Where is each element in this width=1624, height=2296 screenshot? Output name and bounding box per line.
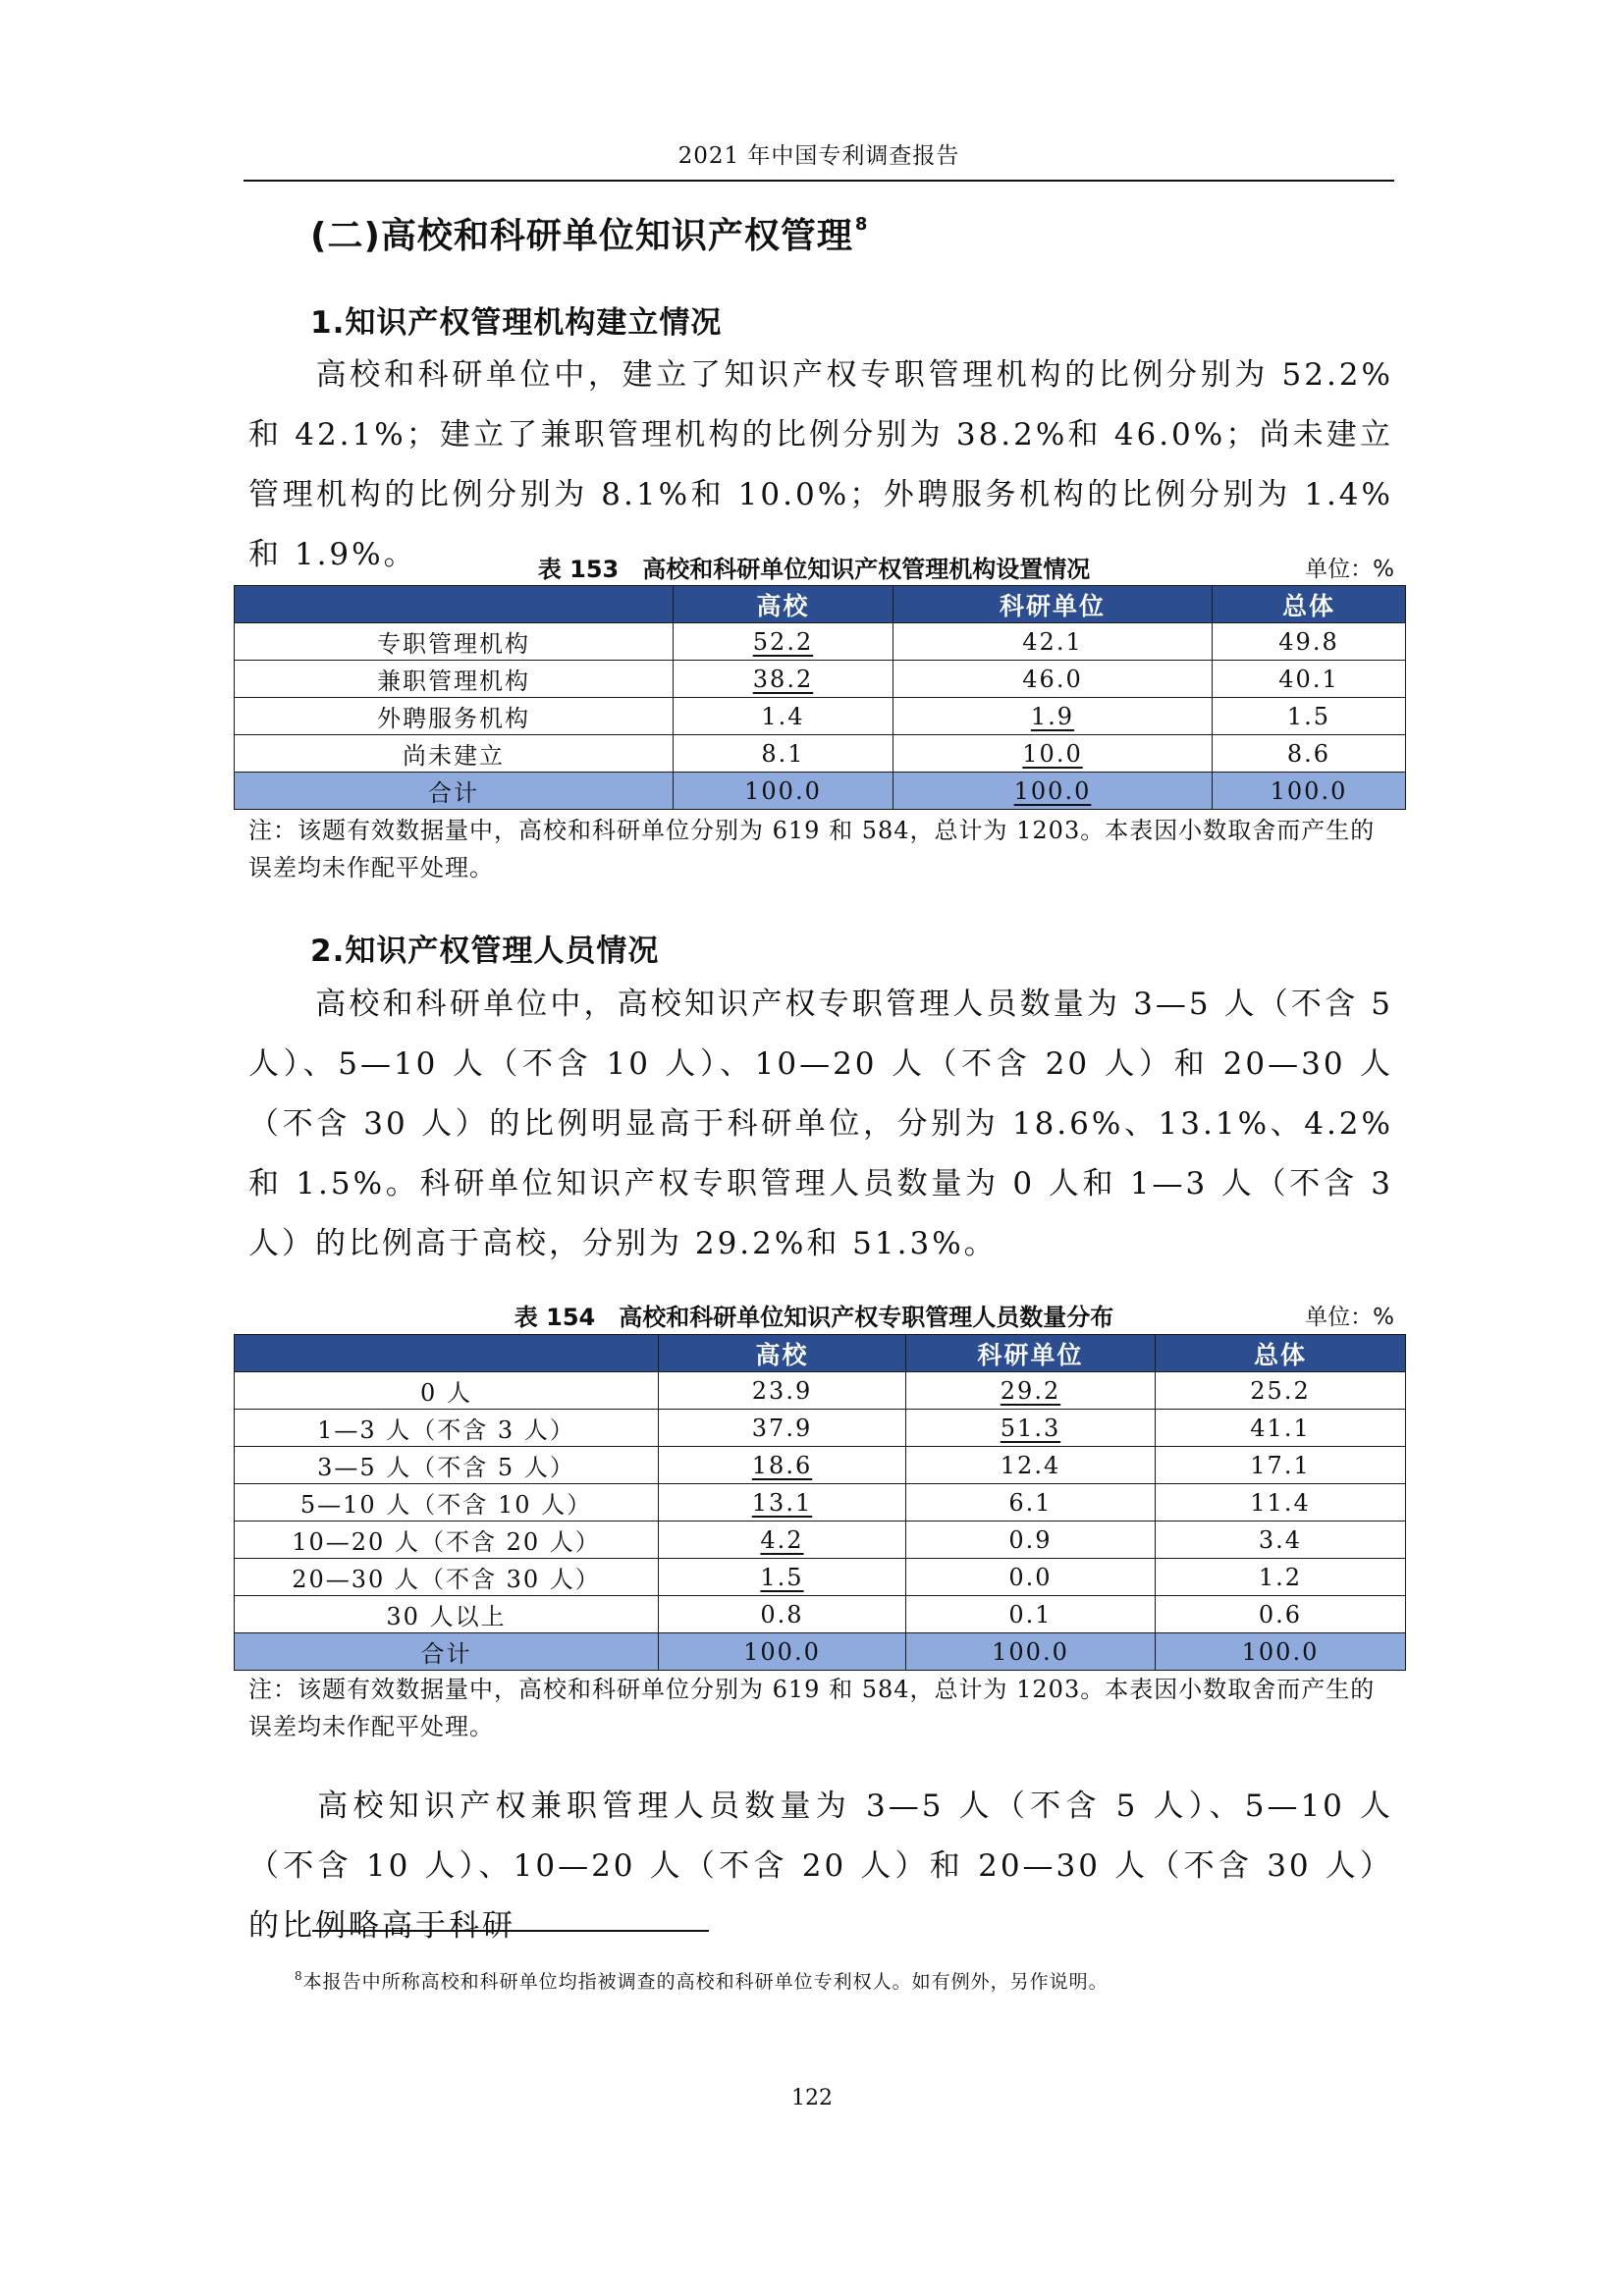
table-cell: [674, 735, 893, 773]
cell-value: 1.5: [760, 1563, 804, 1591]
table-row: [235, 661, 1406, 698]
table-cell: [659, 1484, 906, 1522]
table-cell: [674, 698, 893, 735]
table-row: [235, 1559, 1406, 1596]
table-cell: [674, 773, 893, 810]
table-cell: [1156, 1633, 1406, 1671]
running-header: 2021 年中国专利调查报告: [677, 143, 960, 169]
section-title-text: (二)高校和科研单位知识产权管理: [310, 216, 853, 256]
table-cell: [906, 1484, 1156, 1522]
row-label: 30 人以上: [235, 1596, 659, 1633]
table-cell: [893, 623, 1213, 661]
cell-value: 49.8: [1278, 627, 1339, 656]
row-label: 5—10 人（不含 10 人）: [235, 1484, 659, 1522]
table-cell: [1156, 1522, 1406, 1559]
row-label: 20—30 人（不含 30 人）: [235, 1559, 659, 1596]
footnote-text: 本报告中所称高校和科研单位均指被调查的高校和科研单位专利权人。如有例外，另作说明。: [302, 1971, 1109, 1993]
table-154-caption: 表 154 高校和科研单位知识产权专职管理人员数量分布: [514, 1304, 1114, 1331]
table-cell: [906, 1447, 1156, 1484]
table-row: [235, 1596, 1406, 1633]
cell-value: 4.2: [760, 1525, 804, 1554]
column-header: 科研单位: [893, 586, 1213, 623]
table-cell: [1213, 623, 1406, 661]
table-cell: [659, 1596, 906, 1633]
table-cell: [659, 1522, 906, 1559]
row-label: 外聘服务机构: [235, 698, 674, 735]
cell-value: 8.6: [1286, 739, 1331, 768]
table-cell: [659, 1633, 906, 1671]
table-cell: [906, 1559, 1156, 1596]
table-cell: [1213, 661, 1406, 698]
cell-value: 3.4: [1258, 1525, 1303, 1554]
cell-value: 0.9: [1008, 1525, 1053, 1554]
table-cell: [1156, 1596, 1406, 1633]
cell-value: 29.2: [1000, 1376, 1061, 1405]
table-cell: [674, 623, 893, 661]
table-cell: [906, 1410, 1156, 1447]
table-row: [235, 1522, 1406, 1559]
table-153-note: 注：该题有效数据量中，高校和科研单位分别为 619 和 584，总计为 1203。本表因小数取舍而产生的误差均未作配平处理。: [248, 817, 1376, 881]
table-cell: [893, 773, 1213, 810]
cell-value: 100.0: [1270, 776, 1348, 805]
cell-value: 100.0: [744, 776, 822, 805]
table-cell: [906, 1372, 1156, 1410]
table-row: [235, 1447, 1406, 1484]
paragraph-2-text: 高校和科研单位中，高校知识产权专职管理人员数量为 3—5 人（不含 5 人）、5—10 人（不含 10 人）、10—20 人（不含 20 人）和 20—30 人（不含 30 人）的比例明显高于科研单位，分别为 18.6%、13.1%、4.2%和 1.5%。科研单位知识产权专职管理人员数量为 0 人和 1—3 人（不含 3 人）的比例高于高校，分别为 29.2%和 51.3%。: [248, 987, 1393, 1261]
cell-value: 11.4: [1250, 1488, 1311, 1517]
row-label: 1—3 人（不含 3 人）: [235, 1410, 659, 1447]
cell-value: 51.3: [1000, 1414, 1061, 1442]
column-header: 总体: [1213, 586, 1406, 623]
cell-value: 0.1: [1008, 1600, 1053, 1629]
table-cell: [659, 1559, 906, 1596]
cell-value: 1.9: [1030, 702, 1075, 730]
column-header: [235, 586, 674, 623]
cell-value: 0.0: [1008, 1563, 1053, 1591]
table-153-caption: 表 153 高校和科研单位知识产权管理机构设置情况: [537, 556, 1091, 583]
table-row: [235, 623, 1406, 661]
cell-value: 100.0: [743, 1637, 821, 1666]
total-row: [235, 1633, 1406, 1671]
table-row: [235, 698, 1406, 735]
table-cell: [906, 1522, 1156, 1559]
table-cell: [1156, 1410, 1406, 1447]
cell-value: 40.1: [1278, 665, 1339, 693]
footnote-marker-bottom: 8: [295, 1969, 303, 1983]
paragraph-1-text: 高校和科研单位中，建立了知识产权专职管理机构的比例分别为 52.2%和 42.1%；建立了兼职管理机构的比例分别为 38.2%和 46.0%；尚未建立管理机构的比例分别为 8.1%和 10.0%；外聘服务机构的比例分别为 1.4%和 1.9%。: [248, 357, 1393, 572]
cell-value: 18.6: [751, 1451, 813, 1479]
row-label: 0 人: [235, 1372, 659, 1410]
table-cell: [674, 661, 893, 698]
cell-value: 100.0: [1013, 776, 1092, 805]
cell-value: 12.4: [1000, 1451, 1061, 1479]
table-cell: [1213, 698, 1406, 735]
cell-value: 100.0: [992, 1637, 1069, 1666]
table-row: [235, 1484, 1406, 1522]
cell-value: 46.0: [1022, 665, 1083, 693]
cell-value: 1.5: [1286, 702, 1331, 730]
total-row: [235, 773, 1406, 810]
header-rule: [244, 180, 1394, 182]
table-cell: [1213, 773, 1406, 810]
table-row: [235, 1410, 1406, 1447]
paragraph-3-text: 高校知识产权兼职管理人员数量为 3—5 人（不含 5 人）、5—10 人（不含 10 人）、10—20 人（不含 20 人）和 20—30 人（不含 30 人）的比例略高于科研: [248, 1789, 1393, 1944]
table-cell: [1156, 1372, 1406, 1410]
paragraph-2: [248, 975, 1393, 1274]
cell-value: 6.1: [1008, 1488, 1053, 1517]
cell-value: 0.6: [1258, 1600, 1303, 1629]
table-row: [235, 1372, 1406, 1410]
column-header: 高校: [674, 586, 893, 623]
row-label: 合计: [235, 1633, 659, 1671]
cell-value: 8.1: [761, 739, 805, 768]
cell-value: 100.0: [1241, 1637, 1320, 1666]
table-cell: [659, 1372, 906, 1410]
cell-value: 42.1: [1022, 627, 1083, 656]
row-label: 兼职管理机构: [235, 661, 674, 698]
row-label: 尚未建立: [235, 735, 674, 773]
page-number: 122: [791, 2086, 833, 2110]
column-header: [235, 1335, 659, 1372]
column-header: 高校: [659, 1335, 906, 1372]
footnote-rule: [312, 1930, 709, 1932]
footnote: [295, 1967, 1109, 1994]
table-cell: [893, 661, 1213, 698]
table-154: [234, 1334, 1406, 1671]
cell-value: 41.1: [1250, 1414, 1311, 1442]
table-cell: [1156, 1447, 1406, 1484]
cell-value: 25.2: [1250, 1376, 1311, 1405]
table-153-unit: 单位：%: [1305, 557, 1394, 582]
cell-value: 13.1: [751, 1488, 813, 1517]
table-cell: [893, 698, 1213, 735]
table-cell: [659, 1447, 906, 1484]
table-cell: [906, 1596, 1156, 1633]
table-cell: [1213, 735, 1406, 773]
cell-value: 1.2: [1258, 1563, 1303, 1591]
cell-value: 37.9: [751, 1414, 813, 1442]
cell-value: 52.2: [752, 627, 814, 656]
table-154-note: 注：该题有效数据量中，高校和科研单位分别为 619 和 584，总计为 1203。本表因小数取舍而产生的误差均未作配平处理。: [248, 1676, 1376, 1740]
subsection-title-1: 1.知识产权管理机构建立情况: [310, 305, 723, 341]
column-header: 科研单位: [906, 1335, 1156, 1372]
row-label: 合计: [235, 773, 674, 810]
table-cell: [906, 1633, 1156, 1671]
row-label: 10—20 人（不含 20 人）: [235, 1522, 659, 1559]
subsection-title-2: 2.知识产权管理人员情况: [310, 934, 660, 969]
row-label: 3—5 人（不含 5 人）: [235, 1447, 659, 1484]
table-cell: [1156, 1559, 1406, 1596]
row-label: 专职管理机构: [235, 623, 674, 661]
table-cell: [1156, 1484, 1406, 1522]
cell-value: 0.8: [760, 1600, 804, 1629]
cell-value: 1.4: [761, 702, 805, 730]
table-154-unit: 单位：%: [1305, 1305, 1394, 1330]
table-cell: [893, 735, 1213, 773]
table-cell: [659, 1410, 906, 1447]
cell-value: 10.0: [1022, 739, 1083, 768]
cell-value: 17.1: [1250, 1451, 1311, 1479]
table-153: [234, 585, 1406, 810]
cell-value: 23.9: [751, 1376, 813, 1405]
cell-value: 38.2: [752, 665, 814, 693]
section-title: [310, 208, 868, 258]
table-row: [235, 735, 1406, 773]
column-header: 总体: [1156, 1335, 1406, 1372]
footnote-marker: 8: [854, 214, 869, 235]
